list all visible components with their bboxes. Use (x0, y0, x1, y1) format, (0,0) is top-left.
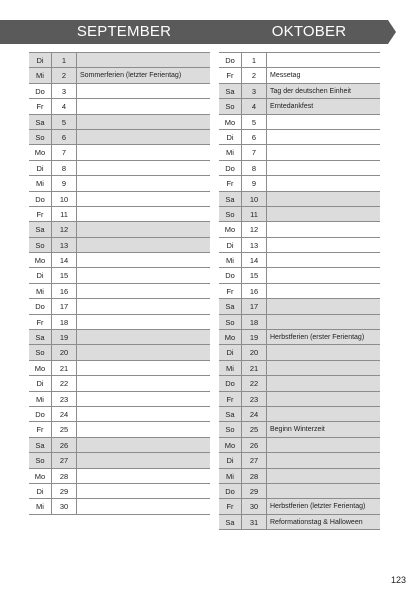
calendar-row-oktober-15 (219, 268, 380, 283)
day-number-cell: 3 (242, 84, 267, 98)
calendar-row-september-15 (29, 268, 210, 283)
calendar-row-oktober-14 (219, 253, 380, 268)
calendar-row-oktober-5 (219, 115, 380, 130)
day-number-cell: 23 (242, 392, 267, 406)
weekday-cell: So (219, 207, 242, 221)
day-number-cell: 10 (52, 192, 77, 206)
day-number-cell: 10 (242, 192, 267, 206)
weekday-cell: Mi (29, 68, 52, 82)
weekday-cell: Sa (219, 192, 242, 206)
calendar-row-september-26 (29, 438, 210, 453)
note-cell (77, 284, 210, 298)
day-number-cell: 3 (52, 84, 77, 98)
day-number-cell: 4 (242, 99, 267, 113)
day-number-cell: 27 (242, 453, 267, 467)
day-number-cell: 22 (52, 376, 77, 390)
note-cell (267, 407, 380, 421)
calendar-row-oktober-29 (219, 484, 380, 499)
calendar-row-oktober-13 (219, 238, 380, 253)
day-number-cell: 20 (242, 345, 267, 359)
weekday-cell: Mi (29, 284, 52, 298)
calendar-row-september-23 (29, 392, 210, 407)
day-number-cell: 2 (52, 68, 77, 82)
weekday-cell: Mo (219, 222, 242, 236)
calendar-row-september-11 (29, 207, 210, 222)
note-cell (267, 207, 380, 221)
calendar-row-oktober-22 (219, 376, 380, 391)
calendar-row-oktober-10 (219, 192, 380, 207)
note-cell (77, 407, 210, 421)
day-number-cell: 13 (242, 238, 267, 252)
weekday-cell: Do (219, 268, 242, 282)
weekday-cell: Mi (219, 145, 242, 159)
day-number-cell: 4 (52, 99, 77, 113)
month-title-oktober: OKTOBER (271, 23, 347, 40)
calendar-row-oktober-12 (219, 222, 380, 237)
day-number-cell: 16 (242, 284, 267, 298)
note-cell (267, 284, 380, 298)
weekday-cell: Di (219, 238, 242, 252)
day-number-cell: 1 (52, 53, 77, 67)
weekday-cell: Mo (219, 115, 242, 129)
note-cell: Erntedankfest (270, 103, 314, 111)
calendar-row-september-17 (29, 299, 210, 314)
day-number-cell: 31 (242, 515, 267, 529)
note-cell (267, 438, 380, 452)
day-number-cell: 8 (52, 161, 77, 175)
day-number-cell: 12 (242, 222, 267, 236)
note-cell (77, 268, 210, 282)
day-number-cell: 6 (242, 130, 267, 144)
day-number-cell: 17 (242, 299, 267, 313)
weekday-cell: So (219, 422, 242, 436)
note-cell (77, 115, 210, 129)
weekday-cell: So (29, 345, 52, 359)
calendar-row-oktober-23 (219, 392, 380, 407)
weekday-cell: Di (29, 268, 52, 282)
weekday-cell: Fr (219, 176, 242, 190)
day-number-cell: 24 (52, 407, 77, 421)
note-cell: Sommerferien (letzter Ferientag) (80, 72, 182, 80)
note-cell (267, 115, 380, 129)
calendar-row-september-9 (29, 176, 210, 191)
weekday-cell: So (29, 130, 52, 144)
day-number-cell: 21 (242, 361, 267, 375)
weekday-cell: Mi (219, 253, 242, 267)
note-cell (267, 161, 380, 175)
day-number-cell: 20 (52, 345, 77, 359)
weekday-cell: Mi (29, 499, 52, 513)
note-cell (267, 376, 380, 390)
calendar-row-oktober-11 (219, 207, 380, 222)
calendar-row-oktober-1 (219, 53, 380, 68)
weekday-cell: Mi (219, 361, 242, 375)
weekday-cell: Mo (29, 253, 52, 267)
day-number-cell: 13 (52, 238, 77, 252)
note-cell (267, 130, 380, 144)
day-number-cell: 6 (52, 130, 77, 144)
note-cell (267, 238, 380, 252)
weekday-cell: Do (219, 376, 242, 390)
calendar-row-oktober-21 (219, 361, 380, 376)
weekday-cell: Di (219, 345, 242, 359)
calendar-row-september-19 (29, 330, 210, 345)
note-cell (77, 315, 210, 329)
weekday-cell: So (29, 238, 52, 252)
note-cell (267, 453, 380, 467)
weekday-cell: Fr (29, 99, 52, 113)
day-number-cell: 5 (52, 115, 77, 129)
day-number-cell: 29 (52, 484, 77, 498)
weekday-cell: Do (29, 299, 52, 313)
weekday-cell: Fr (219, 284, 242, 298)
note-cell: Tag der deutschen Einheit (270, 87, 351, 95)
weekday-cell: Fr (219, 499, 242, 513)
weekday-cell: Sa (29, 222, 52, 236)
weekday-cell: Mo (29, 361, 52, 375)
day-number-cell: 27 (52, 453, 77, 467)
calendar-row-oktober-8 (219, 161, 380, 176)
calendar-row-september-18 (29, 315, 210, 330)
calendar-row-september-6 (29, 130, 210, 145)
day-number-cell: 17 (52, 299, 77, 313)
note-cell (77, 161, 210, 175)
day-number-cell: 25 (52, 422, 77, 436)
weekday-cell: Mi (29, 176, 52, 190)
day-number-cell: 5 (242, 115, 267, 129)
weekday-cell: Mo (219, 438, 242, 452)
weekday-cell: Di (29, 376, 52, 390)
day-number-cell: 15 (242, 268, 267, 282)
day-number-cell: 9 (242, 176, 267, 190)
calendar-row-september-8 (29, 161, 210, 176)
weekday-cell: Sa (219, 84, 242, 98)
note-cell (77, 438, 210, 452)
note-cell (77, 99, 210, 113)
note-cell (77, 238, 210, 252)
weekday-cell: Di (219, 453, 242, 467)
day-number-cell: 22 (242, 376, 267, 390)
weekday-cell: Mi (29, 392, 52, 406)
note-cell: Reformationstag & Halloween (270, 518, 363, 526)
calendar-row-oktober-26 (219, 438, 380, 453)
weekday-cell: Fr (219, 68, 242, 82)
note-cell (77, 84, 210, 98)
note-cell (77, 392, 210, 406)
calendar-row-oktober-17 (219, 299, 380, 314)
note-cell (77, 53, 210, 67)
calendar-row-oktober-20 (219, 345, 380, 360)
calendar-row-september-27 (29, 453, 210, 468)
calendar-row-september-3 (29, 84, 210, 99)
note-cell (77, 376, 210, 390)
note-cell (267, 145, 380, 159)
day-number-cell: 8 (242, 161, 267, 175)
note-cell (267, 315, 380, 329)
note-cell: Herbstferien (erster Ferientag) (270, 334, 365, 342)
weekday-cell: Mo (29, 469, 52, 483)
day-number-cell: 1 (242, 53, 267, 67)
day-number-cell: 7 (242, 145, 267, 159)
day-number-cell: 25 (242, 422, 267, 436)
calendar-row-oktober-25 (219, 422, 380, 437)
calendar-september (29, 52, 210, 515)
calendar-row-oktober-18 (219, 315, 380, 330)
day-number-cell: 30 (52, 499, 77, 513)
day-number-cell: 18 (52, 315, 77, 329)
weekday-cell: Di (29, 484, 52, 498)
weekday-cell: Do (219, 161, 242, 175)
weekday-cell: Sa (219, 407, 242, 421)
day-number-cell: 18 (242, 315, 267, 329)
calendar-row-oktober-16 (219, 284, 380, 299)
day-number-cell: 21 (52, 361, 77, 375)
calendar-row-oktober-9 (219, 176, 380, 191)
calendar-row-september-29 (29, 484, 210, 499)
calendar-row-september-14 (29, 253, 210, 268)
weekday-cell: So (219, 99, 242, 113)
calendar-row-oktober-31 (219, 515, 380, 530)
calendar-row-september-12 (29, 222, 210, 237)
day-number-cell: 29 (242, 484, 267, 498)
note-cell (77, 345, 210, 359)
note-cell (77, 207, 210, 221)
calendar-row-september-20 (29, 345, 210, 360)
note-cell (77, 253, 210, 267)
calendar-row-september-16 (29, 284, 210, 299)
day-number-cell: 28 (52, 469, 77, 483)
note-cell (77, 299, 210, 313)
weekday-cell: Di (29, 53, 52, 67)
note-cell (77, 192, 210, 206)
day-number-cell: 28 (242, 469, 267, 483)
calendar-row-september-13 (29, 238, 210, 253)
calendar-row-september-22 (29, 376, 210, 391)
calendar-row-oktober-19 (219, 330, 380, 345)
note-cell: Beginn Winterzeit (270, 426, 325, 434)
day-number-cell: 9 (52, 176, 77, 190)
note-cell: Herbstferien (letzter Ferientag) (270, 503, 366, 511)
calendar-row-september-2 (29, 68, 210, 83)
note-cell (77, 222, 210, 236)
weekday-cell: Mi (219, 469, 242, 483)
calendar-row-september-10 (29, 192, 210, 207)
day-number-cell: 26 (242, 438, 267, 452)
day-number-cell: 30 (242, 499, 267, 513)
note-cell (267, 345, 380, 359)
note-cell (267, 53, 380, 67)
note-cell (267, 222, 380, 236)
note-cell (267, 392, 380, 406)
note-cell (77, 130, 210, 144)
day-number-cell: 23 (52, 392, 77, 406)
note-cell (77, 330, 210, 344)
day-number-cell: 12 (52, 222, 77, 236)
note-cell: Messetag (270, 72, 301, 80)
note-cell (267, 361, 380, 375)
weekday-cell: Fr (29, 207, 52, 221)
day-number-cell: 19 (52, 330, 77, 344)
day-number-cell: 14 (242, 253, 267, 267)
day-number-cell: 2 (242, 68, 267, 82)
weekday-cell: Sa (29, 115, 52, 129)
day-number-cell: 24 (242, 407, 267, 421)
weekday-cell: Do (219, 53, 242, 67)
calendar-row-september-28 (29, 469, 210, 484)
weekday-cell: Sa (29, 438, 52, 452)
note-cell (77, 484, 210, 498)
month-title-september: SEPTEMBER (76, 23, 172, 40)
calendar-row-september-1 (29, 53, 210, 68)
calendar-row-september-24 (29, 407, 210, 422)
note-cell (267, 299, 380, 313)
weekday-cell: Fr (219, 392, 242, 406)
calendar-row-oktober-7 (219, 145, 380, 160)
calendar-row-oktober-2 (219, 68, 380, 83)
weekday-cell: Sa (29, 330, 52, 344)
weekday-cell: Do (29, 192, 52, 206)
weekday-cell: So (219, 315, 242, 329)
day-number-cell: 15 (52, 268, 77, 282)
calendar-row-oktober-30 (219, 499, 380, 514)
day-number-cell: 11 (242, 207, 267, 221)
calendar-row-oktober-3 (219, 84, 380, 99)
note-cell (77, 469, 210, 483)
day-number-cell: 26 (52, 438, 77, 452)
note-cell (267, 268, 380, 282)
calendar-row-oktober-27 (219, 453, 380, 468)
calendar-row-september-4 (29, 99, 210, 114)
day-number-cell: 14 (52, 253, 77, 267)
calendar-row-oktober-6 (219, 130, 380, 145)
note-cell (77, 453, 210, 467)
note-cell (267, 253, 380, 267)
note-cell (77, 176, 210, 190)
calendar-row-oktober-24 (219, 407, 380, 422)
day-number-cell: 19 (242, 330, 267, 344)
calendar-row-september-21 (29, 361, 210, 376)
day-number-cell: 7 (52, 145, 77, 159)
calendar-row-september-5 (29, 115, 210, 130)
weekday-cell: Mo (29, 145, 52, 159)
weekday-cell: Mo (219, 330, 242, 344)
weekday-cell: Do (29, 84, 52, 98)
note-cell (267, 192, 380, 206)
calendar-row-september-30 (29, 499, 210, 514)
weekday-cell: Do (219, 484, 242, 498)
note-cell (77, 499, 210, 513)
calendar-row-oktober-4 (219, 99, 380, 114)
weekday-cell: Di (29, 161, 52, 175)
weekday-cell: Di (219, 130, 242, 144)
note-cell (267, 176, 380, 190)
weekday-cell: Fr (29, 422, 52, 436)
note-cell (267, 469, 380, 483)
weekday-cell: Fr (29, 315, 52, 329)
weekday-cell: So (29, 453, 52, 467)
calendar-oktober (219, 52, 380, 530)
day-number-cell: 16 (52, 284, 77, 298)
weekday-cell: Sa (219, 299, 242, 313)
calendar-row-oktober-28 (219, 469, 380, 484)
weekday-cell: Sa (219, 515, 242, 529)
note-cell (267, 484, 380, 498)
page-number: 123 (390, 575, 406, 585)
calendar-row-september-25 (29, 422, 210, 437)
weekday-cell: Do (29, 407, 52, 421)
note-cell (77, 422, 210, 436)
calendar-row-september-7 (29, 145, 210, 160)
note-cell (77, 361, 210, 375)
day-number-cell: 11 (52, 207, 77, 221)
note-cell (77, 145, 210, 159)
